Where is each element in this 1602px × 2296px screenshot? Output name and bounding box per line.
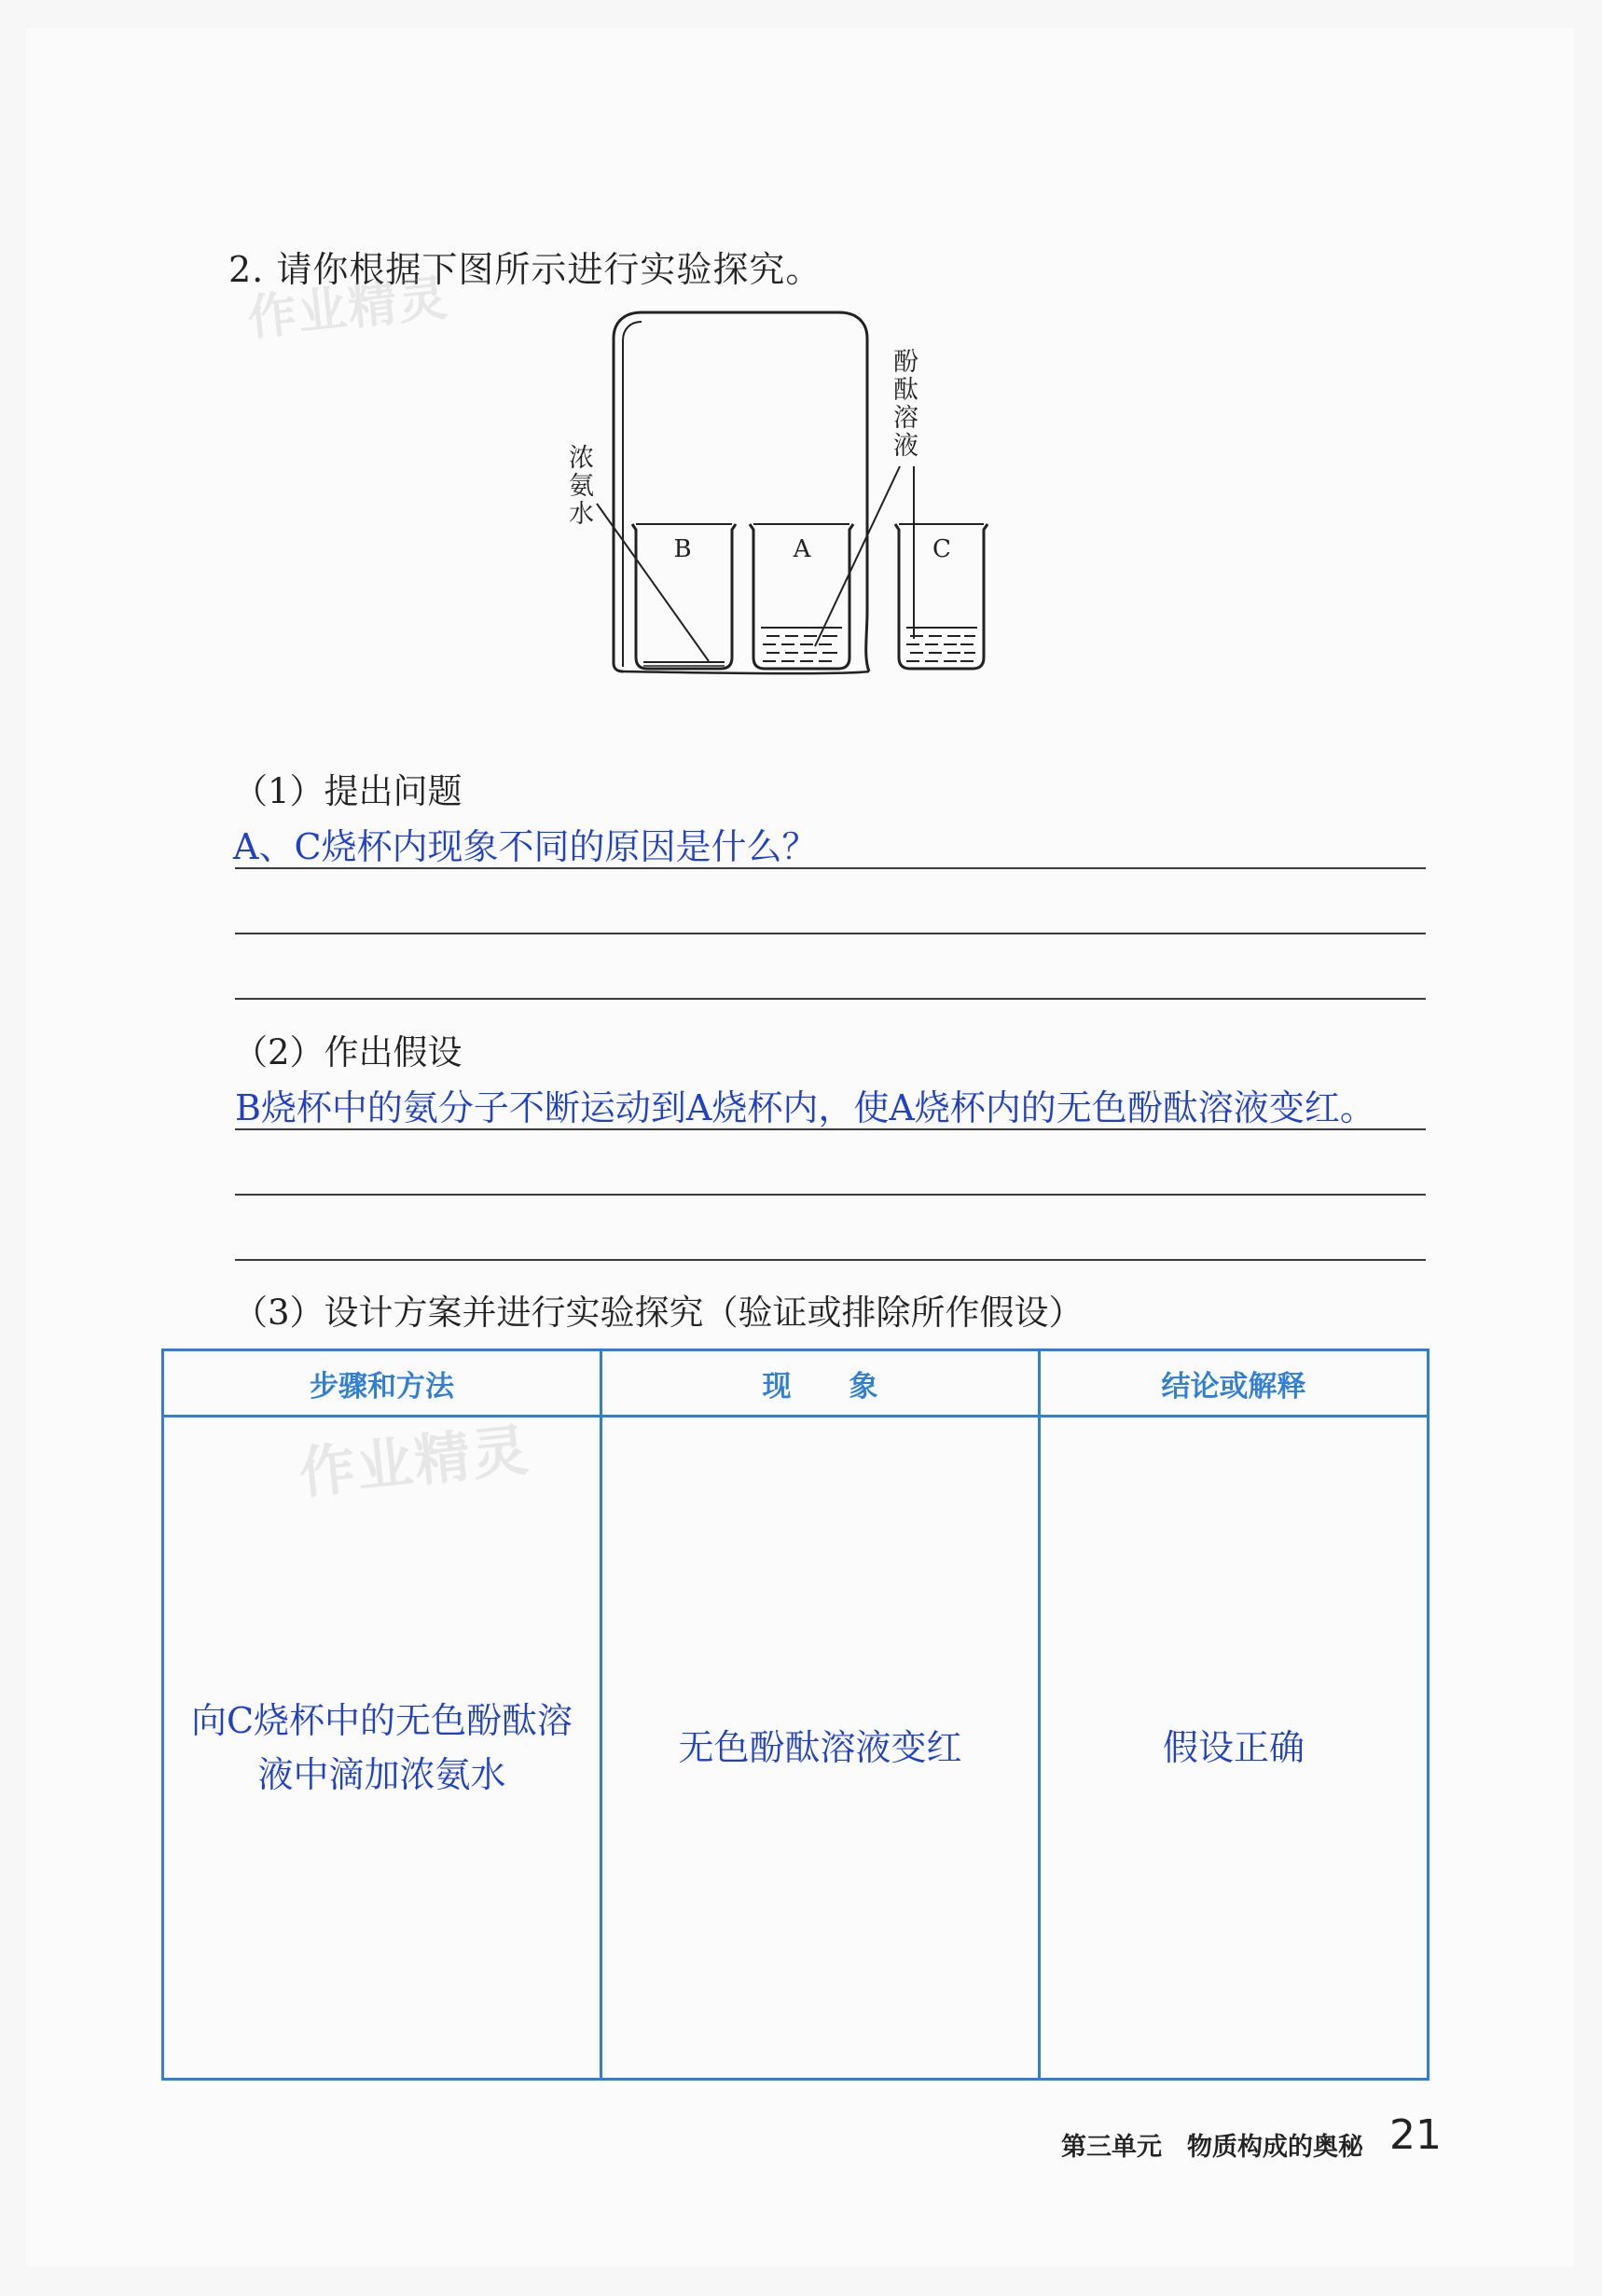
answer-line [235, 933, 1426, 934]
cell-phenomenon: 无色酚酞溶液变红 [601, 1417, 1040, 2080]
svg-text:水: 水 [569, 500, 594, 529]
label-ammonia [569, 444, 594, 529]
bell-jar [614, 312, 869, 671]
section-2-answer: B烧杯中的氨分子不断运动到A烧杯内，使A烧杯内的无色酚酞溶液变红。 [235, 1087, 1375, 1128]
svg-text:酞: 酞 [893, 376, 918, 405]
svg-text:浓: 浓 [569, 444, 594, 473]
header-phenomenon: 现 象 [601, 1350, 1040, 1417]
beaker-b [632, 524, 736, 669]
svg-text:液: 液 [893, 432, 918, 461]
beaker-c [895, 524, 987, 669]
section-1-answer: A、C烧杯内现象不同的原因是什么？ [233, 826, 818, 867]
cell-conclusion: 假设正确 [1040, 1417, 1429, 2080]
header-steps: 步骤和方法 [163, 1350, 601, 1417]
footer-unit: 第三单元 物质构成的奥秘 [1061, 2133, 1363, 2162]
page-number: 21 [1389, 2111, 1442, 2159]
answer-line [235, 998, 1426, 1000]
section-2-label: （2）作出假设 [233, 1032, 463, 1072]
question-title: 2. 请你根据下图所示进行实验探究。 [228, 249, 822, 290]
svg-text:氨: 氨 [569, 472, 594, 501]
beaker-c-label: C [932, 535, 951, 563]
pointer-phenol-a [815, 466, 900, 646]
svg-text:酚: 酚 [893, 348, 918, 377]
watermark: 作业精灵 [296, 1418, 533, 1507]
answer-line [235, 1259, 1426, 1261]
answer-line [235, 867, 1426, 869]
beaker-b-label: B [673, 535, 692, 563]
watermark: 作业精灵 [245, 270, 452, 348]
beaker-a-label: A [793, 535, 811, 563]
label-phenolphthalein [893, 348, 918, 461]
cell-steps: 向C烧杯中的无色酚酞溶液中滴加浓氨水 [163, 1417, 601, 2080]
svg-text:溶: 溶 [893, 404, 918, 433]
answer-line [235, 1194, 1426, 1196]
answer-line [235, 1128, 1426, 1130]
section-3-label: （3）设计方案并进行实验探究（验证或排除所作假设） [233, 1293, 1084, 1333]
header-conclusion: 结论或解释 [1040, 1350, 1429, 1417]
experiment-diagram [569, 303, 998, 685]
section-1-label: （1）提出问题 [233, 771, 463, 811]
